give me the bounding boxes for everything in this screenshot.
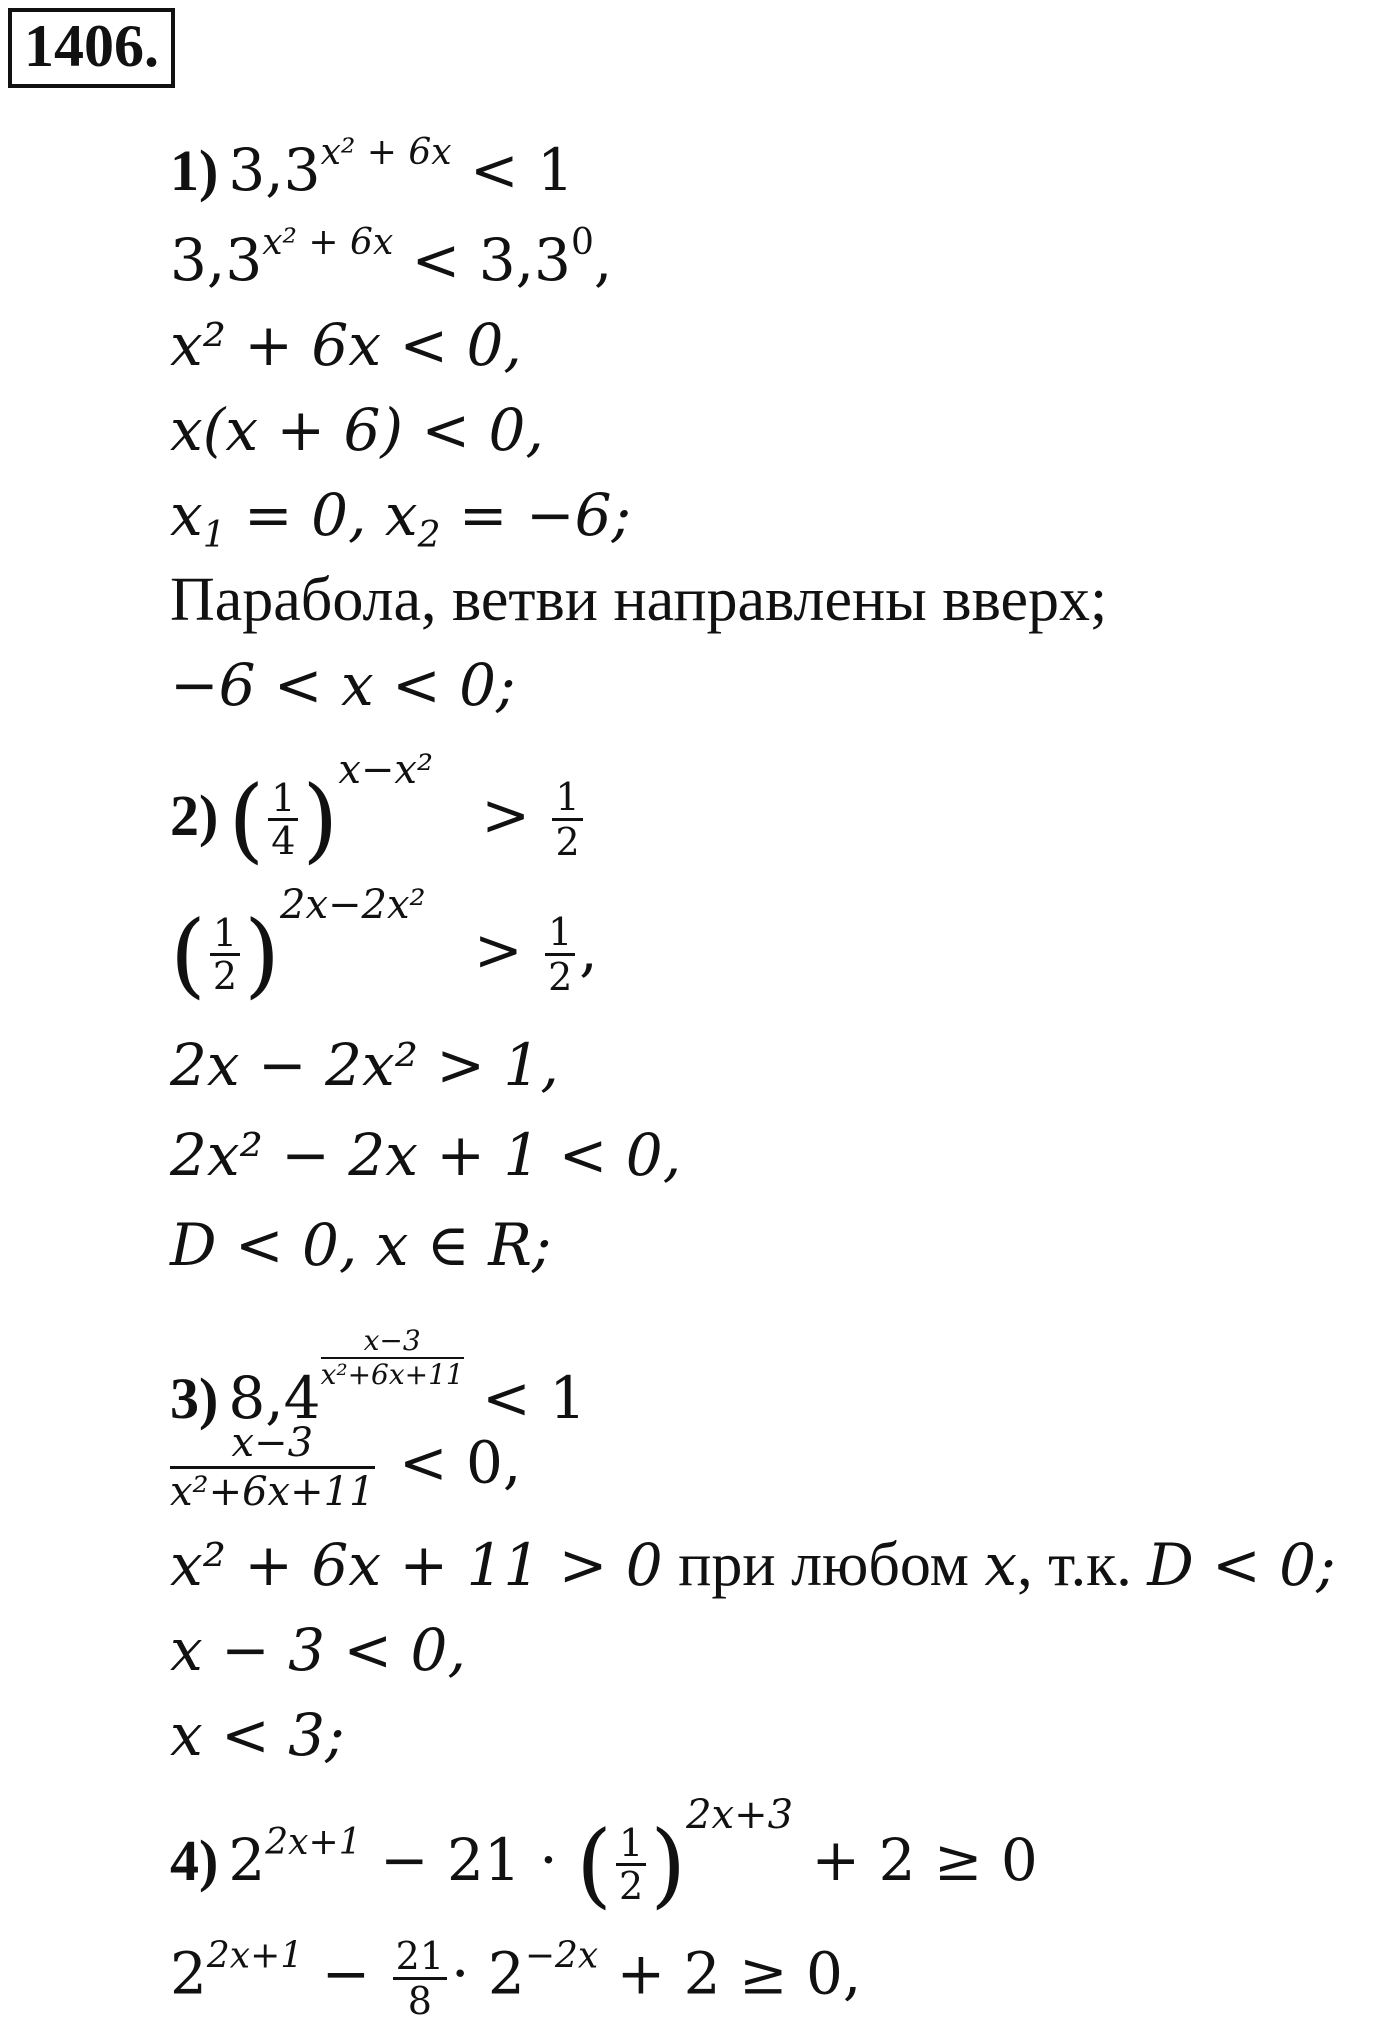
part1-label: 1) bbox=[170, 138, 219, 203]
part1-line1: 1) $3,3^{x^2 + 6x} < 1$ bbox=[170, 132, 574, 204]
part4-line1: 4) $2^{2x+1} - 21$ · ( $\frac{1}{2}$ )$^{2x+3}$ + 2 ≥ 0 bbox=[170, 1792, 1038, 1918]
part1-line7: −6 < x < 0; bbox=[170, 651, 516, 719]
part2-label: 2) bbox=[170, 783, 219, 848]
part2-line4: 2x² − 2x + 1 < 0, bbox=[170, 1121, 682, 1189]
part3-line3: x² + 6x + 11 > 0 при любом x, т.к. D < 0; bbox=[170, 1531, 1336, 1599]
part2-line5: D < 0, x ∈ R; bbox=[170, 1211, 552, 1279]
part2-line2: ( $\frac{1}{2}$ )$^{2x-2x^2}$ > $\frac{1}{2}$ , bbox=[170, 882, 598, 1008]
part3-line1: 3) 8,4 $\frac{x-3}{\text{x²+6x+11}}$ < 1 bbox=[170, 1324, 587, 1432]
part1-line2: $3,3^{x^2 + 6x} < 3,3^0$, bbox=[170, 222, 613, 294]
part3-line2: $\frac{x-3}{\text{x²+6x+11}}$ < 0, bbox=[170, 1420, 522, 1515]
part1-line6: Парабола, ветви направлены вверх; bbox=[170, 566, 1108, 634]
part1-line4: x(x + 6) < 0, bbox=[170, 396, 544, 464]
part1-line5: $x_1 = 0$, $x_2 = -6$; bbox=[170, 481, 632, 556]
part2-line1: 2) ( $\frac{1}{4}$ )$^{x-x^2}$ > $\frac{1}{2}$ bbox=[170, 770, 587, 863]
part4-line2: $2^{2x+1}$ − $\frac{21}{8}$ · $2^{-2x} + 2 \ge 0$, bbox=[170, 1934, 862, 2023]
part4-label: 4) bbox=[170, 1828, 219, 1893]
part3-line5: x < 3; bbox=[170, 1701, 345, 1769]
part1-line3: x² + 6x < 0, bbox=[170, 311, 522, 379]
part3-label: 3) bbox=[170, 1366, 219, 1431]
part3-line4: x − 3 < 0, bbox=[170, 1616, 466, 1684]
problem-number: 1406. bbox=[8, 8, 175, 88]
part2-line3: 2x − 2x² > 1, bbox=[170, 1031, 559, 1099]
